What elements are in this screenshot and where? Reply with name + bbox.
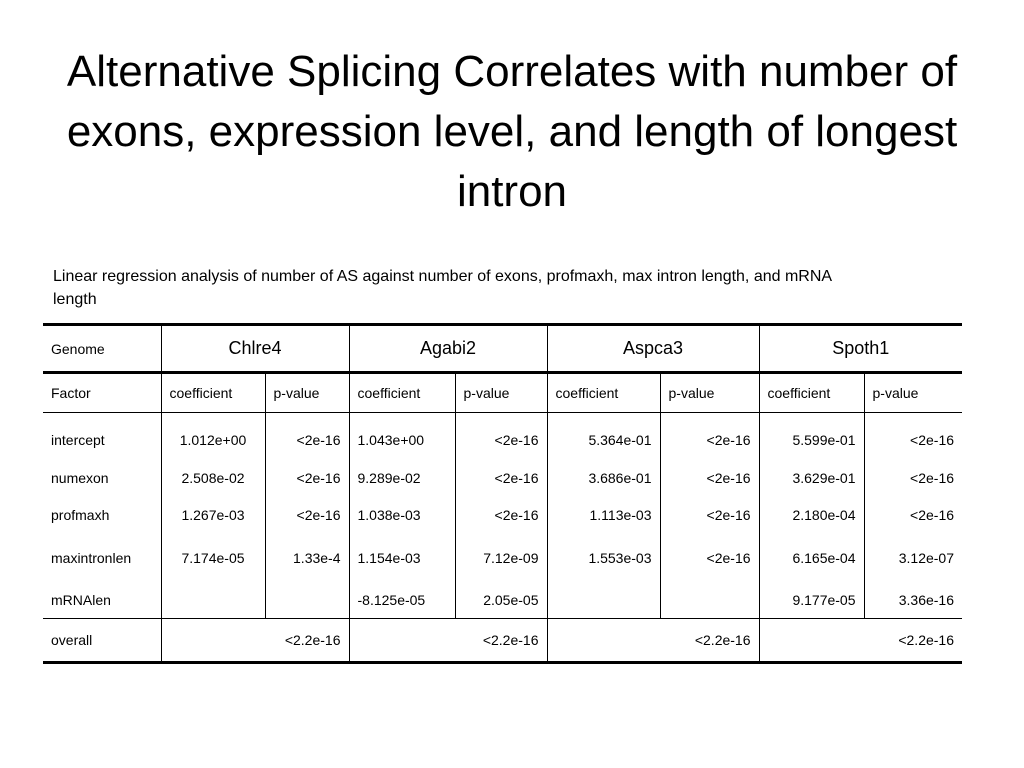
table-cell: <2e-16: [864, 496, 962, 533]
table-cell: 9.289e-02: [349, 459, 455, 496]
table-cell: 1.154e-03: [349, 533, 455, 582]
subheader-coefficient: coefficient: [547, 373, 660, 413]
row-factor-name: intercept: [51, 432, 105, 448]
table-row-mrnalen: [43, 582, 962, 619]
table-cell: 9.177e-05: [759, 582, 864, 619]
subheader-coefficient: coefficient: [161, 373, 265, 413]
subheader-coefficient: coefficient: [349, 373, 455, 413]
genome-header-row: [43, 325, 962, 373]
row-factor-name: mRNAlen: [43, 582, 161, 619]
table-cell: 2.180e-04: [759, 496, 864, 533]
row-factor-name: numexon: [51, 469, 109, 486]
regression-table: [43, 323, 962, 664]
genome-label: Genome: [43, 325, 161, 373]
table-row-profmaxh: [43, 496, 962, 533]
table-cell: [161, 582, 265, 619]
overall-aspca3: <2.2e-16: [547, 619, 759, 663]
genome-agabi2: Agabi2: [349, 325, 547, 373]
table-cell: <2e-16: [265, 413, 349, 460]
row-factor-name: maxintronlen: [51, 549, 132, 566]
table-cell: 1.113e-03: [547, 496, 660, 533]
table-cell: 2.508e-02: [161, 459, 265, 496]
table-cell: <2e-16: [660, 413, 759, 460]
table-cell: <2e-16: [864, 459, 962, 496]
table-row-overall: [43, 619, 962, 663]
table-cell: <2e-16: [660, 459, 759, 496]
subheader-p-value: p-value: [660, 373, 759, 413]
table-cell: 1.043e+00: [349, 413, 455, 460]
table-row-numexon: [43, 459, 962, 496]
table-cell: 1.553e-03: [547, 533, 660, 582]
subheader-p-value: p-value: [265, 373, 349, 413]
genome-spoth1: Spoth1: [759, 325, 962, 373]
table-row-intercept: [43, 413, 962, 460]
table-cell: 7.12e-09: [455, 533, 547, 582]
table-cell: <2e-16: [455, 496, 547, 533]
table-cell: [547, 582, 660, 619]
slide-title: Alternative Splicing Correlates with number of exons, expression level, and length of longest intron: [66, 47, 958, 216]
table-caption: Linear regression analysis of number of AS against number of exons, profmaxh, max intron length, and mRNA length: [53, 268, 832, 308]
table-cell: <2e-16: [455, 413, 547, 460]
table-row-maxintronlen: [43, 533, 962, 582]
table-cell: 1.267e-03: [161, 496, 265, 533]
table-cell: 6.165e-04: [759, 533, 864, 582]
row-factor-name: profmaxh: [51, 506, 110, 523]
table-cell: 3.36e-16: [864, 582, 962, 619]
table-cell: <2e-16: [864, 413, 962, 460]
table-cell: 5.364e-01: [547, 413, 660, 460]
table-cell: [660, 582, 759, 619]
overall-agabi2: <2.2e-16: [349, 619, 547, 663]
table-cell: 1.012e+00: [161, 413, 265, 460]
subheader-coefficient: coefficient: [759, 373, 864, 413]
factor-header-row: [43, 373, 962, 413]
table-cell: 3.629e-01: [759, 459, 864, 496]
table-cell: 2.05e-05: [455, 582, 547, 619]
regression-table-container: [43, 323, 962, 664]
factor-label: Factor: [43, 373, 161, 413]
table-cell: 7.174e-05: [161, 533, 265, 582]
table-cell: 5.599e-01: [759, 413, 864, 460]
table-cell: <2e-16: [455, 459, 547, 496]
table-cell: 1.33e-4: [265, 533, 349, 582]
table-cell: <2e-16: [660, 496, 759, 533]
table-cell: <2e-16: [660, 533, 759, 582]
row-factor-name: overall: [43, 619, 161, 663]
overall-chlre4: <2.2e-16: [161, 619, 349, 663]
table-cell: <2e-16: [265, 496, 349, 533]
subheader-p-value: p-value: [864, 373, 962, 413]
table-cell: [265, 582, 349, 619]
table-cell: -8.125e-05: [349, 582, 455, 619]
subheader-p-value: p-value: [455, 373, 547, 413]
table-cell: 1.038e-03: [349, 496, 455, 533]
overall-spoth1: <2.2e-16: [759, 619, 962, 663]
genome-chlre4: Chlre4: [161, 325, 349, 373]
table-cell: 3.686e-01: [547, 459, 660, 496]
genome-aspca3: Aspca3: [547, 325, 759, 373]
table-cell: 3.12e-07: [864, 533, 962, 582]
table-cell: <2e-16: [265, 459, 349, 496]
